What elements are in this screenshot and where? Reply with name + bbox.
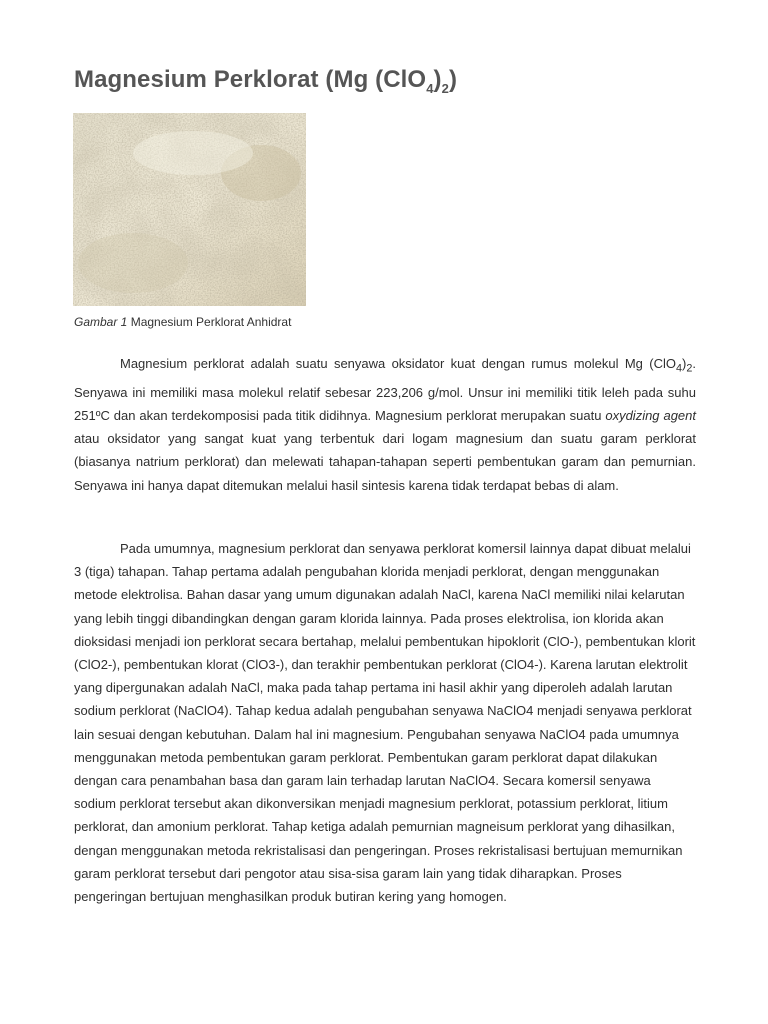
paragraph-1 <box>74 352 696 497</box>
paragraph-text: . Senyawa ini memiliki masa molekul relatif sebesar 223,206 g/mol. Unsur ini memiliki titik leleh pada suhu 251ºC dan akan terdekomposisi pada titik didihnya. Magnesium perklorat merupakan suatu <box>74 356 696 423</box>
formula-subscript: 4 <box>675 362 682 375</box>
page-title <box>74 66 457 96</box>
title-text: Magnesium Perklorat (Mg (ClO <box>74 66 427 93</box>
paragraph-text: ) <box>682 356 687 371</box>
title-text: ) <box>448 66 458 93</box>
caption-text: Magnesium Perklorat Anhidrat <box>127 315 292 329</box>
title-subscript-2: 2 <box>441 80 449 96</box>
powder-photo <box>73 113 306 306</box>
title-text: ) <box>433 66 442 93</box>
paragraph-2 <box>74 537 696 908</box>
italic-term: oxydizing agent <box>605 408 696 423</box>
paragraph-text: atau oksidator yang sangat kuat yang terbentuk dari logam magnesium dan suatu garam perklorat (biasanya natrium perklorat) dan melewati tahapan-tahapan seperti pembentukan garam dan pemurnian. Senyawa ini hanya dapat ditemukan melalui hasil sintesis karena tidak terdapat bebas di alam. <box>74 431 696 493</box>
powder-image <box>73 113 306 306</box>
title-subscript-4: 4 <box>426 80 434 96</box>
paragraph-text: Pada umumnya, magnesium perklorat dan senyawa perklorat komersil lainnya dapat dibuat melalui 3 (tiga) tahapan. Tahap pertama adalah pengubahan klorida menjadi perklorat, dengan menggunakan metode elektrolisa. Bahan dasar yang umum digunakan adalah NaCl, karena NaCl memiliki nilai kelarutan yang lebih tinggi dibandingkan dengan garam klorida lainnya. Pada proses elektrolisa, ion klorida akan dioksidasi menjadi ion perklorat secara bertahap, melalui pembentukan hipoklorit (ClO-), pembentukan klorit (ClO2-), pembentukan klorat (ClO3-), dan terakhir pembentukan perklorat (ClO4-). Karena larutan elektrolit yang dipergunakan adalah NaCl, maka pada tahap pertama ini hasil akhir yang diperoleh adalah larutan sodium perklorat (NaClO4). Tahap kedua adalah pengubahan senyawa NaClO4 menjadi senyawa perklorat lain sesuai dengan kebutuhan. Dalam hal ini magnesium. Pengubahan senyawa NaClO4 pada umumnya menggunakan metoda pembentukan garam perklorat. Pembentukan garam perklorat dapat dilakukan dengan cara penambahan basa dan garam lain terhadap larutan NaClO4. Secara komersil senyawa sodium perklorat tersebut akan dikonversikan menjadi magnesium perklorat, potassium perklorat, litium perklorat, dan amonium perklorat. Tahap ketiga adalah pemurnian magneisum perklorat yang dihasilkan, dengan menggunakan metoda rekristalisasi dan pengeringan. Proses rekristalisasi bertujuan memurnikan garam perklorat tersebut dari pengotor atau sisa-sisa garam lain yang tidak diharapkan. Proses pengeringan bertujuan menghasilkan produk butiran kering yang homogen. <box>74 541 696 905</box>
figure-caption <box>74 315 291 329</box>
caption-label: Gambar 1 <box>74 315 128 329</box>
paragraph-text: Magnesium perklorat adalah suatu senyawa oksidator kuat dengan rumus molekul Mg (ClO <box>120 356 676 371</box>
formula-subscript: 2 <box>686 362 693 375</box>
